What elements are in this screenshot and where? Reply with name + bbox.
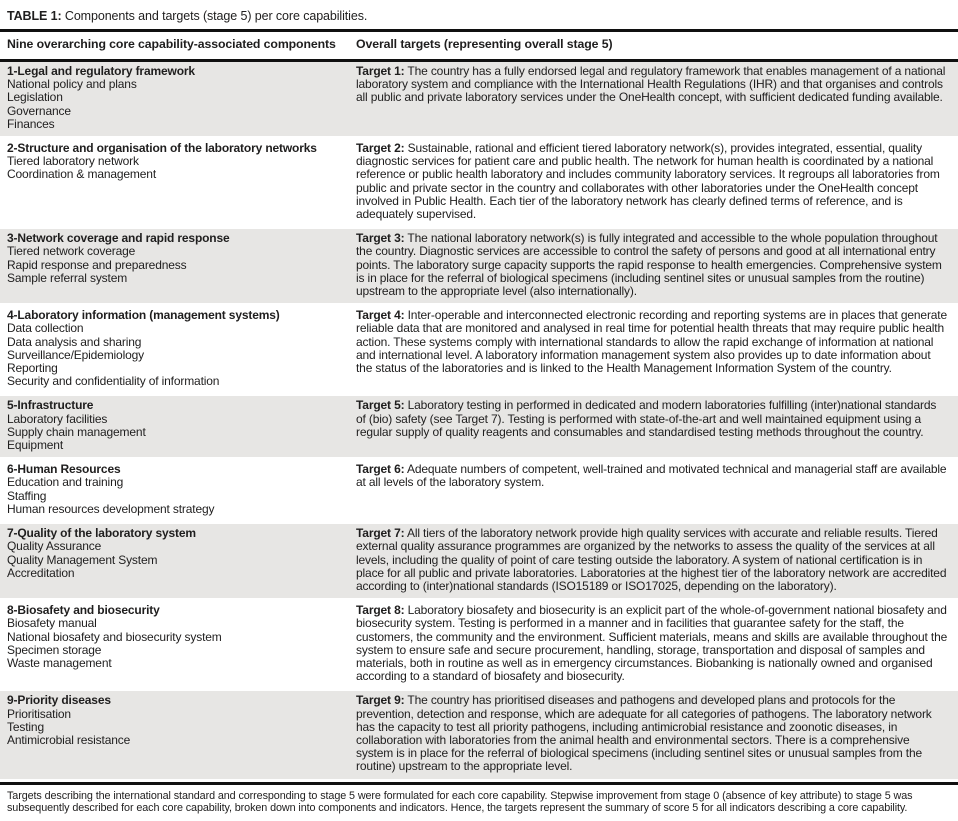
target-paragraph <box>356 399 949 439</box>
components-cell <box>0 399 356 452</box>
component-item: Tiered laboratory network <box>7 154 139 169</box>
target-body: All tiers of the laboratory network provide high quality services with accurate and reliable results. Tiered external quality assurance programmes are organized by the networks to assess the quality of the services at all levels, including the quality of point of care testing outside the laboratory. A system of national certification is in place for all public and private laboratories. Laboratories at the highest tier of the laboratory network are accredited according to (inter)national standards (ISO15189 or ISO17025, depending on the laboratory). <box>356 526 947 593</box>
component-title: 9-Priority diseases <box>7 693 111 708</box>
component-item: Waste management <box>7 655 112 670</box>
component-item: Finances <box>7 116 55 131</box>
component-item: National policy and plans <box>7 77 137 92</box>
component-item: Quality Assurance <box>7 539 102 554</box>
target-label: Target 9: <box>356 693 405 708</box>
table-row <box>0 524 958 598</box>
component-items <box>7 322 342 388</box>
table-row <box>0 460 958 521</box>
components-cell <box>0 142 356 221</box>
target-paragraph <box>356 65 949 105</box>
component-items <box>7 78 342 131</box>
target-body: Laboratory testing in performed in dedicated and modern laboratories fulfilling (inter)national standards of (bio) safety (see Target 7). Testing is performed with state-of-the-art and well maintained equipment using a regular supply of quality reagents and consumables and standardised testing methods throughout the country. <box>356 398 937 439</box>
target-label: Target 6: <box>356 462 405 477</box>
component-item: Sample referral system <box>7 270 128 285</box>
component-items <box>7 476 342 516</box>
target-label: Target 2: <box>356 141 405 156</box>
target-paragraph <box>356 309 949 375</box>
components-cell <box>0 527 356 593</box>
component-items <box>7 245 342 285</box>
component-item: Education and training <box>7 475 124 490</box>
component-item: Equipment <box>7 438 64 453</box>
components-cell <box>0 463 356 516</box>
target-paragraph <box>356 604 949 683</box>
component-item: Legislation <box>7 90 63 105</box>
target-body: The country has a fully endorsed legal and regulatory framework that enables management of a national laboratory system and compliance with the International Health Regulations (IHR) and that organises and controls all public and private laboratory services under the OneHealth concept, with sufficient dedicated funding available. <box>356 64 946 105</box>
target-paragraph <box>356 694 949 773</box>
component-item: Accreditation <box>7 565 75 580</box>
target-label: Target 4: <box>356 308 405 323</box>
target-label: Target 1: <box>356 64 405 78</box>
component-item: National biosafety and biosecurity system <box>7 629 222 644</box>
component-item: Testing <box>7 719 44 734</box>
component-items <box>7 708 342 748</box>
component-items <box>7 617 342 670</box>
table-row <box>0 306 958 393</box>
component-title: 5-Infrastructure <box>7 398 94 413</box>
target-cell <box>356 527 958 593</box>
component-item: Reporting <box>7 361 58 376</box>
target-cell <box>356 694 958 773</box>
table-body <box>0 62 958 779</box>
table-row <box>0 229 958 303</box>
target-label: Target 5: <box>356 398 405 413</box>
component-title: 2-Structure and organisation of the laboratory networks <box>7 141 317 156</box>
target-paragraph <box>356 232 949 298</box>
header-targets-column: Overall targets (representing overall stage 5) <box>356 37 613 51</box>
component-item: Quality Management System <box>7 552 158 567</box>
component-item: Tiered network coverage <box>7 244 136 259</box>
component-item: Specimen storage <box>7 642 102 657</box>
target-cell <box>356 309 958 388</box>
table-header-row <box>0 32 958 59</box>
target-label: Target 7: <box>356 526 405 541</box>
table-footnote: Targets describing the international standard and corresponding to stage 5 were formulated for each core capability. Stepwise improvement from stage 0 (absence of key attribute) to stage 5 was subsequently described for each core capability, broken down into components and indicators. Hence, the targets represent the summary of score 5 for all indicators describing a core capability. <box>7 789 913 815</box>
table-caption <box>0 0 958 29</box>
target-body: The national laboratory network(s) is fully integrated and accessible to the whole population throughout the country. Diagnostic services are accessible to control the safety of persons and good at all international entry points. The laboratory surge capacity supports the rapid response to health emergencies. Comprehensive system is in place for the referral of biological specimens (including sentinel sites or unusual samples from the routine) upstream to the appropriate level (also internationally). <box>356 231 942 299</box>
target-body: Laboratory biosafety and biosecurity is an explicit part of the whole-of-government national biosafety and biosecurity system. Testing is performed in a manner and in facilities that guarantee safety for the staff, the customers, the community and the environment. Sufficient materials, means and skills are available throughout the system to ensure safe and secure procurement, handling, storage, transportation and disposal of samples and materials, both in routine as well as in emergency circumstances. Biobanking is nationally owned and organised according to a standard of biosafety and biosecurity. <box>356 603 948 684</box>
components-cell <box>0 694 356 773</box>
component-items <box>7 413 342 453</box>
target-cell <box>356 232 958 298</box>
header-components-column: Nine overarching core capability-associated components <box>7 37 336 51</box>
target-cell <box>356 399 958 452</box>
target-cell <box>356 604 958 683</box>
target-paragraph <box>356 463 949 489</box>
target-body: Adequate numbers of competent, well-trained and motivated technical and managerial staff are available at all levels of the laboratory system. <box>356 462 947 490</box>
component-item: Coordination & management <box>7 167 157 182</box>
components-cell <box>0 65 356 131</box>
component-item: Staffing <box>7 488 47 503</box>
component-item: Human resources development strategy <box>7 501 215 516</box>
target-cell <box>356 463 958 516</box>
table-row <box>0 691 958 778</box>
component-item: Governance <box>7 103 71 118</box>
component-item: Laboratory facilities <box>7 411 108 426</box>
table-caption-text: Components and targets (stage 5) per core capabilities. <box>64 9 368 23</box>
target-body: Inter-operable and interconnected electronic recording and reporting systems are in places that generate reliable data that are monitored and analysed in real time for potential health threats that may require public health action. These systems comply with international standards to allow the rapid exchange of information at national and international level. A laboratory information management system also provides up to date information about the status of the laboratories and is linked to the Health Management Information System of the country. <box>356 308 948 376</box>
target-cell <box>356 142 958 221</box>
component-item: Prioritisation <box>7 706 71 721</box>
target-label: Target 8: <box>356 603 405 618</box>
component-item: Antimicrobial resistance <box>7 732 131 747</box>
component-title: 6-Human Resources <box>7 462 121 477</box>
target-label: Target 3: <box>356 231 405 246</box>
table-caption-label: TABLE 1: <box>7 9 62 23</box>
components-cell <box>0 232 356 298</box>
table-row <box>0 139 958 226</box>
component-items <box>7 540 342 580</box>
component-title: 8-Biosafety and biosecurity <box>7 603 160 618</box>
target-body: Sustainable, rational and efficient tiered laboratory network(s), provides integrated, essential, quality diagnostic services for patient care and public health. The network for human health is coordinated by a national reference or public health laboratory and includes community laboratory services. It regroups all laboratories from public and private sector in the country and collaborates with other laboratories under the OneHealth concept involved in Public Health. Each tier of the laboratory network has clearly defined terms of reference, and is adequately supervised. <box>356 141 940 222</box>
component-item: Rapid response and preparedness <box>7 257 187 272</box>
component-item: Data analysis and sharing <box>7 334 142 349</box>
target-body: The country has prioritised diseases and pathogens and developed plans and protocols for the prevention, detection and response, which are adequate for all categories of pathogens. The laboratory network has the capacity to test all priority pathogens, including antimicrobial resistance and zoonotic diseases, in collaboration with laboratories from the animal health and environmental sectors. There is a comprehensive system is in place for the referral of biological specimens (including sentinel sites or unusual samples from the routine) upstream to the appropriate level. <box>356 693 932 774</box>
table-row <box>0 601 958 688</box>
table-row <box>0 396 958 457</box>
target-cell <box>356 65 958 131</box>
component-title: 7-Quality of the laboratory system <box>7 526 196 541</box>
target-paragraph <box>356 142 949 221</box>
component-item: Data collection <box>7 321 84 336</box>
table-row <box>0 62 958 136</box>
component-title: 4-Laboratory information (management systems) <box>7 308 280 323</box>
component-items <box>7 155 342 181</box>
components-cell <box>0 309 356 388</box>
component-item: Biosafety manual <box>7 616 97 631</box>
component-title: 1-Legal and regulatory framework <box>7 64 195 78</box>
component-title: 3-Network coverage and rapid response <box>7 231 230 246</box>
component-item: Surveillance/Epidemiology <box>7 347 144 362</box>
components-cell <box>0 604 356 683</box>
target-paragraph <box>356 527 949 593</box>
component-item: Security and confidentiality of information <box>7 374 220 389</box>
component-item: Supply chain management <box>7 424 146 439</box>
